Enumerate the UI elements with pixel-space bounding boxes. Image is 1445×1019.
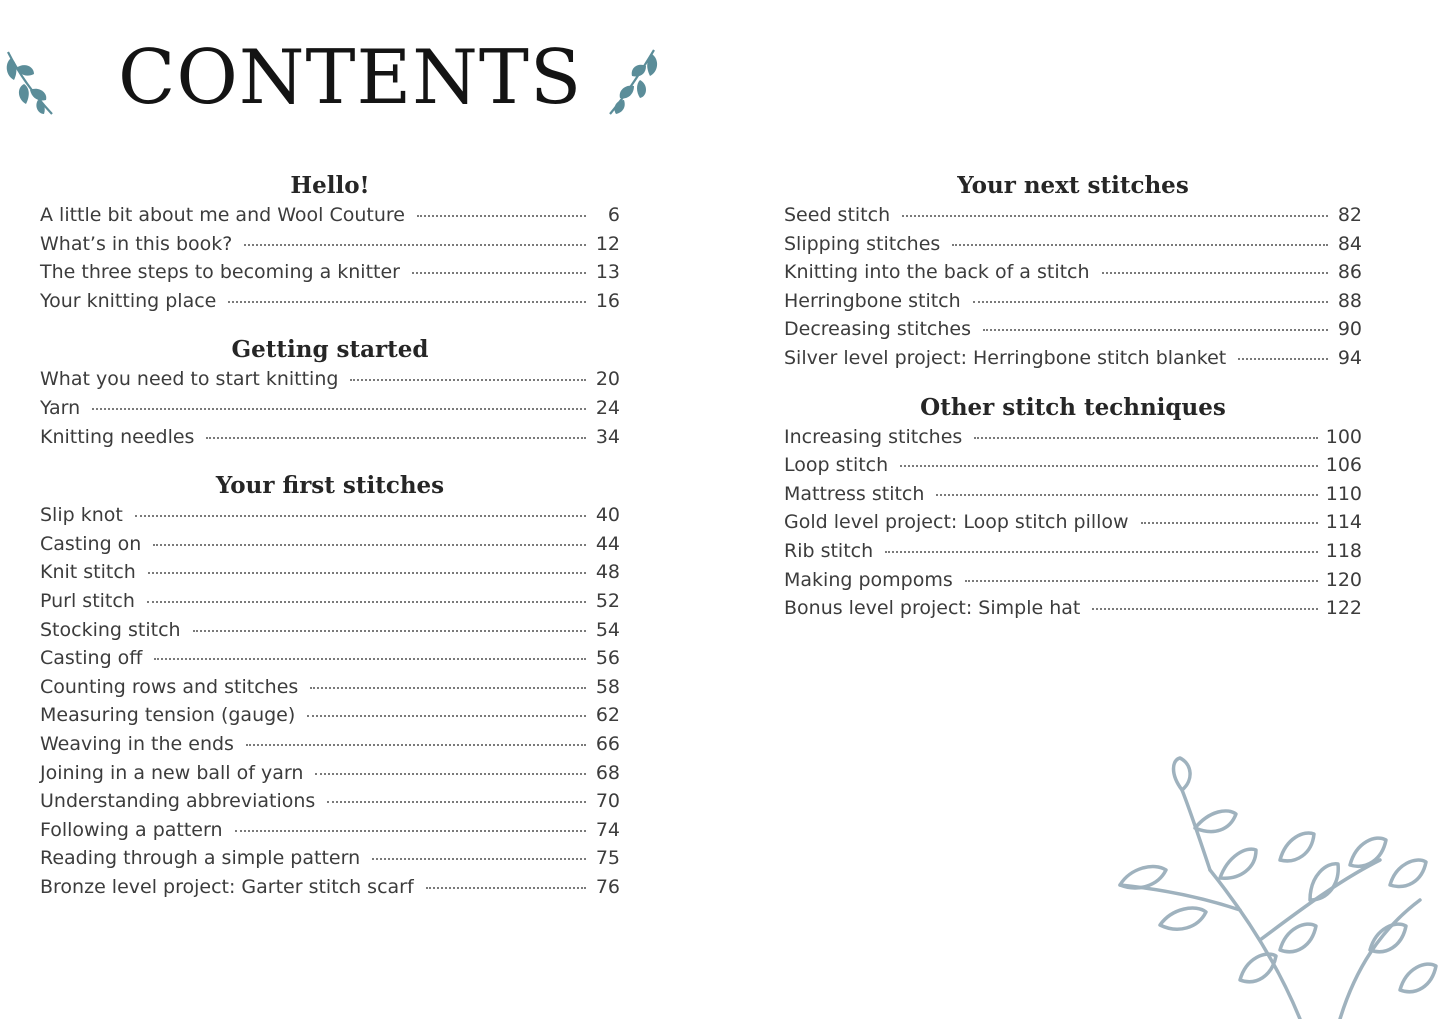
entry-title: Knitting into the back of a stitch (784, 261, 1090, 284)
page-number: 90 (1337, 318, 1362, 341)
leaf-sprig-icon (606, 46, 662, 118)
entry-title: Joining in a new ball of yarn (40, 761, 304, 784)
page-number: 66 (595, 732, 620, 755)
toc-entry[interactable] (784, 454, 1362, 483)
entry-title: Your knitting place (40, 289, 217, 312)
dot-leader (193, 630, 586, 632)
page-number: 62 (595, 704, 620, 727)
page-number: 114 (1325, 511, 1362, 534)
page-number: 88 (1337, 289, 1362, 312)
entry-title: Slipping stitches (784, 232, 941, 255)
entry-list (40, 368, 620, 454)
toc-entry[interactable] (40, 504, 620, 533)
toc-section-getting-started (40, 332, 620, 454)
entry-title: A little bit about me and Wool Couture (40, 204, 405, 226)
page-number: 34 (595, 425, 620, 448)
entry-title: What’s in this book? (40, 232, 233, 255)
leaf-sprig-icon (2, 44, 58, 118)
dot-leader (952, 244, 1328, 246)
page-title: CONTENTS (118, 33, 583, 121)
page-number: 68 (595, 761, 620, 784)
toc-entry[interactable] (784, 290, 1362, 319)
entry-title: Counting rows and stitches (40, 675, 299, 698)
page-number: 20 (595, 368, 620, 391)
toc-entry[interactable] (784, 204, 1362, 233)
toc-entry[interactable] (40, 647, 620, 676)
toc-column-right (784, 168, 1362, 640)
section-title: Getting started (231, 336, 429, 364)
dot-leader (246, 744, 586, 746)
toc-entry[interactable] (40, 561, 620, 590)
toc-entry[interactable] (40, 233, 620, 262)
entry-title: Measuring tension (gauge) (40, 704, 296, 727)
dot-leader (135, 515, 586, 517)
page-number: 86 (1337, 261, 1362, 284)
toc-entry[interactable] (40, 397, 620, 426)
section-title: Your first stitches (215, 472, 445, 500)
toc-entry[interactable] (40, 533, 620, 562)
toc-entry[interactable] (40, 762, 620, 791)
toc-column-left (40, 168, 620, 918)
toc-entry[interactable] (40, 590, 620, 619)
entry-list (40, 204, 620, 318)
entry-title: Making pompoms (784, 568, 953, 591)
dot-leader (412, 272, 586, 274)
section-title: Other stitch techniques (920, 393, 1226, 421)
dot-leader (973, 301, 1328, 303)
toc-entry[interactable] (40, 847, 620, 876)
entry-title: Increasing stitches (784, 425, 963, 448)
entry-list (784, 204, 1362, 376)
entry-title: Herringbone stitch (784, 289, 961, 312)
toc-entry[interactable] (784, 318, 1362, 347)
page-number: 54 (595, 618, 620, 641)
page-number: 56 (595, 647, 620, 670)
dot-leader (936, 494, 1317, 496)
entry-title: Loop stitch (784, 454, 889, 477)
entry-title: Weaving in the ends (40, 732, 234, 755)
dot-leader (148, 572, 586, 574)
page-number: 44 (595, 532, 620, 555)
toc-entry[interactable] (40, 876, 620, 905)
page-number: 52 (595, 589, 620, 612)
toc-entry[interactable] (784, 233, 1362, 262)
toc-entry[interactable] (40, 368, 620, 397)
dot-leader (244, 244, 586, 246)
dot-leader (235, 830, 586, 832)
dot-leader (902, 215, 1328, 217)
entry-title: Gold level project: Loop stitch pillow (784, 511, 1129, 534)
page-number: 106 (1325, 454, 1362, 477)
entry-title: Slip knot (40, 504, 123, 527)
entry-list (784, 426, 1362, 626)
toc-entry[interactable] (784, 511, 1362, 540)
entry-title: Silver level project: Herringbone stitch blanket (784, 346, 1227, 369)
entry-title: Rib stitch (784, 539, 874, 562)
entry-title: Bronze level project: Garter stitch scarf (40, 875, 414, 898)
toc-entry[interactable] (40, 733, 620, 762)
dot-leader (974, 437, 1317, 439)
entry-title: Knit stitch (40, 561, 136, 584)
entry-title: Understanding abbreviations (40, 790, 316, 813)
toc-entry[interactable] (40, 290, 620, 319)
dot-leader (885, 551, 1318, 553)
page-number: 118 (1325, 539, 1362, 562)
page-number: 82 (1337, 204, 1362, 226)
page-number: 94 (1337, 346, 1362, 369)
page-number: 58 (595, 675, 620, 698)
dot-leader (327, 801, 586, 803)
page-number: 12 (595, 232, 620, 255)
page-number: 24 (595, 396, 620, 419)
entry-title: Following a pattern (40, 818, 223, 841)
toc-entry[interactable] (784, 483, 1362, 512)
entry-title: The three steps to becoming a knitter (40, 261, 400, 284)
entry-title: Yarn (40, 396, 81, 419)
entry-title: Purl stitch (40, 589, 135, 612)
page-number: 120 (1325, 568, 1362, 591)
toc-entry[interactable] (784, 347, 1362, 376)
page-number: 6 (607, 204, 620, 226)
dot-leader (900, 465, 1318, 467)
page-number: 48 (595, 561, 620, 584)
dot-leader (1238, 358, 1328, 360)
dot-leader (965, 580, 1318, 582)
page-number: 122 (1325, 597, 1362, 620)
dot-leader (147, 601, 586, 603)
dot-leader (426, 887, 586, 889)
entry-title: Reading through a simple pattern (40, 847, 361, 870)
entry-title: Casting on (40, 532, 142, 555)
page-number: 75 (595, 847, 620, 870)
dot-leader (92, 408, 586, 410)
page-number: 16 (595, 289, 620, 312)
dot-leader (153, 544, 586, 546)
dot-leader (983, 329, 1328, 331)
toc-section-other-stitch-techniques (784, 390, 1362, 626)
dot-leader (154, 658, 586, 660)
page-number: 13 (595, 261, 620, 284)
toc-entry[interactable] (40, 676, 620, 705)
dot-leader (1141, 522, 1318, 524)
page-number: 40 (595, 504, 620, 527)
toc-entry[interactable] (784, 540, 1362, 569)
entry-title: Mattress stitch (784, 482, 925, 505)
toc-entry[interactable] (784, 597, 1362, 626)
toc-entry[interactable] (40, 819, 620, 848)
dot-leader (417, 215, 586, 217)
section-title: Hello! (290, 172, 370, 199)
toc-section-your-next-stitches (784, 168, 1362, 376)
section-title: Your next stitches (957, 172, 1189, 199)
toc-entry[interactable] (784, 261, 1362, 290)
dot-leader (1102, 272, 1328, 274)
entry-title: Knitting needles (40, 425, 195, 448)
toc-entry[interactable] (40, 426, 620, 455)
toc-section-your-first-stitches (40, 468, 620, 904)
entry-title: Stocking stitch (40, 618, 181, 641)
page-number: 110 (1325, 482, 1362, 505)
entry-title: Casting off (40, 647, 143, 670)
entry-title: Decreasing stitches (784, 318, 971, 341)
page-number: 76 (595, 875, 620, 898)
dot-leader (350, 379, 586, 381)
dot-leader (1092, 608, 1317, 610)
dot-leader (228, 301, 586, 303)
page-number: 74 (595, 818, 620, 841)
toc-section-hello (40, 168, 620, 318)
dot-leader (310, 687, 586, 689)
entry-title: Seed stitch (784, 204, 891, 226)
page-number: 84 (1337, 232, 1362, 255)
toc-entry[interactable] (40, 261, 620, 290)
toc-entry[interactable] (784, 426, 1362, 455)
toc-entry[interactable] (40, 704, 620, 733)
dot-leader (307, 715, 586, 717)
toc-entry[interactable] (40, 790, 620, 819)
page-number: 100 (1325, 425, 1362, 448)
dot-leader (372, 858, 586, 860)
page-number: 70 (595, 790, 620, 813)
leafy-branch-icon (1100, 750, 1445, 1019)
dot-leader (206, 437, 586, 439)
entry-title: What you need to start knitting (40, 368, 339, 391)
toc-entry[interactable] (40, 619, 620, 648)
toc-entry[interactable] (784, 569, 1362, 598)
entry-list (40, 504, 620, 904)
entry-title: Bonus level project: Simple hat (784, 597, 1081, 620)
dot-leader (315, 773, 586, 775)
toc-entry[interactable] (40, 204, 620, 233)
